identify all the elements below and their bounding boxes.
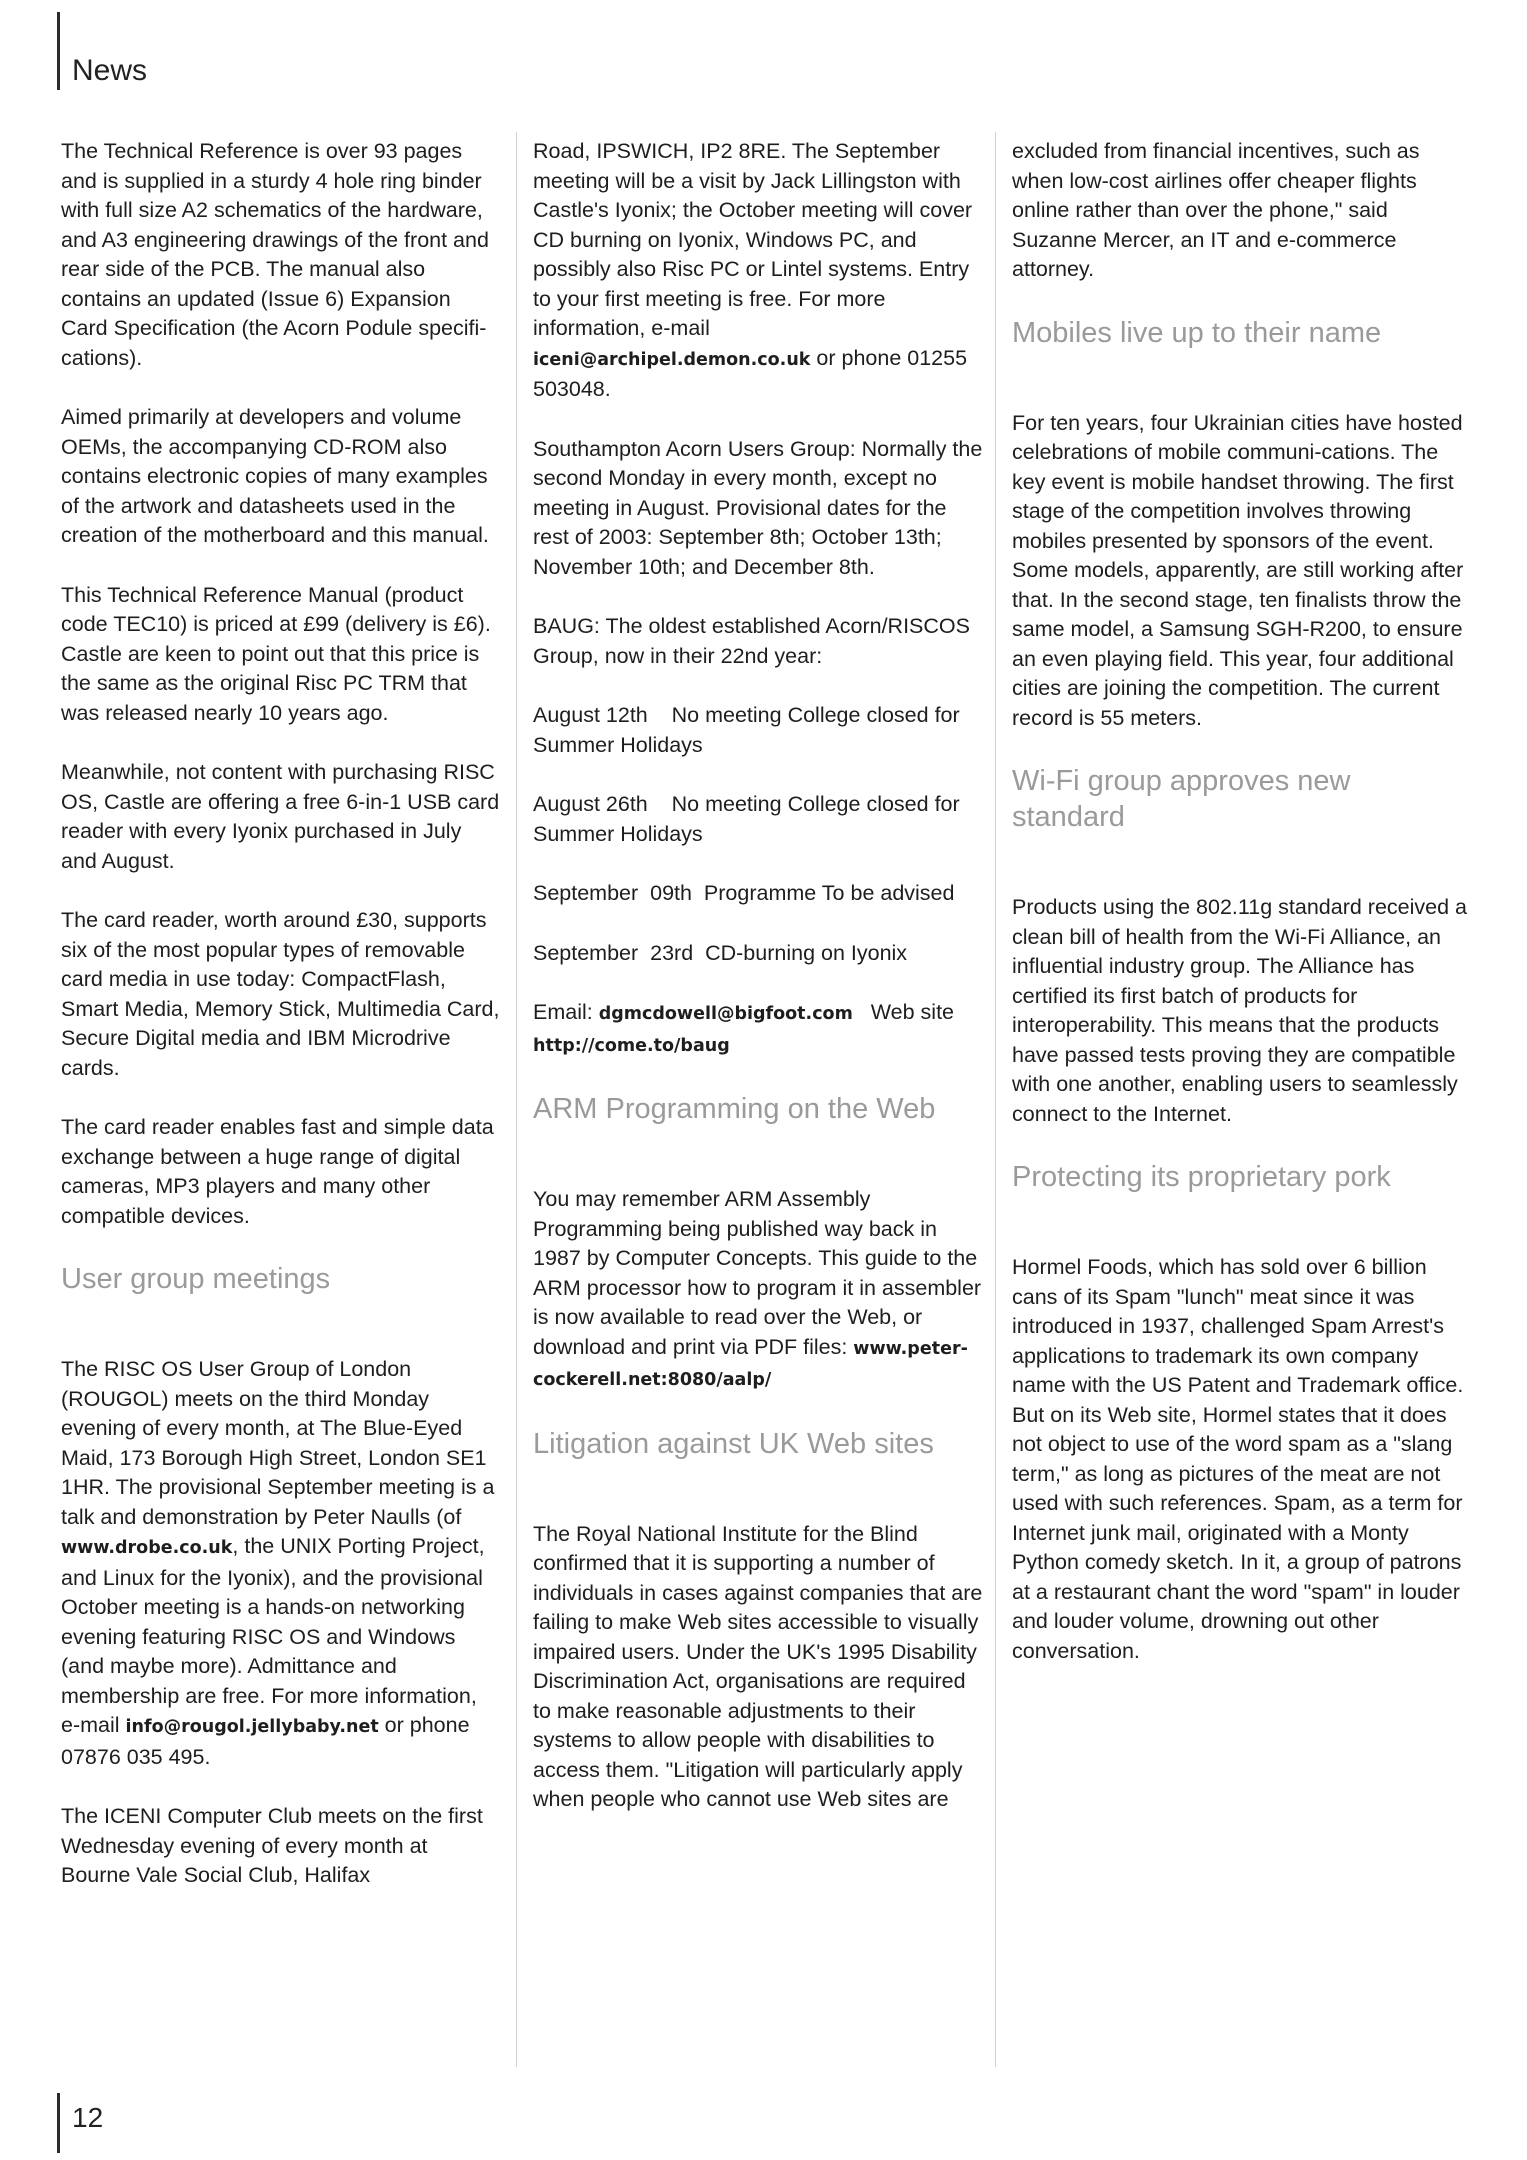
heading-spam: Protecting its proprietary pork xyxy=(1012,1161,1391,1193)
paragraph: The card reader, worth around £30, supports six of the most popular types of removable card media in use today: CompactFlash, Smart Media, Memory Stick, Multimedia Card, Secure Digital media and IBM Microdrive cards. xyxy=(61,908,500,1080)
email-rougol[interactable]: info@rougol.jellybaby.net xyxy=(125,1717,379,1737)
paragraph: Hormel Foods, which has sold over 6 billion cans of its Spam "lunch" meat since it was introduced in 1937, challenged Spam Arrest's applications to trademark its own company name with the US Patent and Trademark office. But on its Web site, Hormel states that it does not object to use of the word spam as a "slang term," as long as pictures of the meat are not used with such references. Spam, as a term for Internet junk mail, originated with a Monty Python comedy sketch. In it, a group of patrons at a restaurant chant the word "spam" in louder and louder volume, drowning out other conversation. xyxy=(1012,1255,1464,1663)
column-divider xyxy=(516,132,517,2067)
paragraph: The ICENI Computer Club meets on the first Wednesday evening of every month at Bourne Vale Social Club, Halifax xyxy=(61,1804,483,1887)
column-2 xyxy=(533,137,983,1845)
paragraph: The card reader enables fast and simple data exchange between a huge range of digital cameras, MP3 players and many other compatible devices. xyxy=(61,1115,494,1228)
column-divider xyxy=(995,132,996,2067)
text: Road, IPSWICH, IP2 8RE. The September meeting will be a visit by Jack Lillingston with Castle's Iyonix; the October meeting will cover CD burning on Iyonix, Windows PC, and possibly also Risc PC or Lintel systems. Entry to your first meeting is free. For more information, e-mail xyxy=(533,139,973,340)
text: or phone 01255 503048. xyxy=(533,345,968,401)
heading-litigation: Litigation against UK Web sites xyxy=(533,1427,934,1460)
email-iceni[interactable]: iceni@archipel.demon.co.uk xyxy=(533,349,811,370)
folio-rule xyxy=(57,2093,60,2153)
column-1 xyxy=(61,137,501,1921)
text: Email: xyxy=(533,1000,599,1024)
heading-user-group-meetings: User group meetings xyxy=(61,1263,331,1295)
heading-mobiles: Mobiles live up to their name xyxy=(1012,316,1382,349)
email-baug[interactable]: dgmcdowell@bigfoot.com xyxy=(598,1004,853,1024)
text: The RISC OS User Group of London (ROUGOL) meets on the third Monday evening of every month, at The Blue-Eyed Maid, 173 Borough High Street, London SE1 1HR. The provisional September meeting is a talk and demonstration by Peter Naulls (of xyxy=(61,1357,495,1529)
meeting-item: August 12th No meeting College closed for Summer Holidays xyxy=(533,703,966,757)
paragraph: BAUG: The oldest established Acorn/RISCOS Group, now in their 22nd year: xyxy=(533,614,970,668)
meeting-item: September 23rd CD-burning on Iyonix xyxy=(533,940,908,965)
heading-wifi: Wi-Fi group approves new standard xyxy=(1012,765,1351,833)
link-aalp[interactable]: www.peter-cockerell.net:8080/aalp/ xyxy=(533,1338,968,1390)
paragraph: Meanwhile, not content with purchasing RISC OS, Castle are offering a free 6-in-1 USB card reader with every Iyonix purchased in July and August. xyxy=(61,760,500,873)
text: You may remember ARM Assembly Programming being published way back in 1987 by Computer Concepts. This guide to the ARM processor how to program it in assembler is now available to read over the Web, or download and print via PDF files: xyxy=(533,1187,982,1359)
paragraph: excluded from financial incentives, such as when low-cost airlines offer cheaper flights online rather than over the phone," said Suzanne Mercer, an IT and e-commerce attorney. xyxy=(1012,139,1420,281)
section-label: News xyxy=(72,54,148,87)
column-3 xyxy=(1012,137,1467,1696)
page-number: 12 xyxy=(72,2102,104,2133)
paragraph-arm xyxy=(533,1185,983,1396)
section-rule xyxy=(57,12,60,90)
text: , the UNIX Porting Project, and Linux for the Iyonix), and the provisional October meeting is a hands-on networking evening featuring RISC OS and Windows (and maybe more). Admittance and membership are free. For more information, e-mail xyxy=(61,1534,485,1737)
paragraph-contact xyxy=(533,998,983,1061)
paragraph: Products using the 802.11g standard received a clean bill of health from the Wi-Fi Alliance, an influential industry group. The Alliance has certified its first batch of products for interoperability. This means that the products have passed tests proving they are compatible with one another, enabling users to seamlessly connect to the Internet. xyxy=(1012,895,1467,1126)
meeting-item: September 09th Programme To be advised xyxy=(533,881,955,905)
heading-arm-programming: ARM Programming on the Web xyxy=(533,1093,936,1125)
paragraph: The Technical Reference is over 93 pages and is supplied in a sturdy 4 hole ring binder with full size A2 schematics of the hardware, and A3 engineering drawings of the front and rear side of the PCB. The manual also contains an updated (Issue 6) Expansion Card Specification (the Acorn Podule specifi-cations). xyxy=(61,139,489,370)
paragraph: Southampton Acorn Users Group: Normally the second Monday in every month, except no meeting in August. Provisional dates for the rest of 2003: September 8th; October 13th; November 10th; and December 8th. xyxy=(533,436,983,579)
meeting-item: August 26th No meeting College closed for Summer Holidays xyxy=(533,792,966,846)
paragraph-iceni xyxy=(533,137,983,405)
paragraph: Aimed primarily at developers and volume OEMs, the accompanying CD-ROM also contains electronic copies of many examples of the artwork and datasheets used in the creation of the motherboard and this manual. xyxy=(61,405,489,547)
text: or phone 07876 035 495. xyxy=(61,1713,470,1769)
text: Web site xyxy=(852,1000,960,1024)
link-baug[interactable]: http://come.to/baug xyxy=(533,1035,730,1056)
paragraph: This Technical Reference Manual (product code TEC10) is priced at £99 (delivery is £6). Castle are keen to point out that this price is the same as the original Risc PC TRM that was released nearly 10 years ago. xyxy=(61,582,491,725)
link-drobe[interactable]: www.drobe.co.uk xyxy=(61,1538,233,1558)
paragraph: The Royal National Institute for the Blind confirmed that it is supporting a number of individuals in cases against companies that are failing to make Web sites accessible to visually impaired users. Under the UK's 1995 Disability Discrimination Act, organisations are required to make reasonable adjustments to their systems to allow people with disabilities to access them. "Litigation will particularly apply when people who cannot use Web sites are xyxy=(533,1521,983,1811)
paragraph: For ten years, four Ukrainian cities have hosted celebrations of mobile communi-cations. The key event is mobile handset throwing. The first stage of the competition involves throwing mobiles presented by sponsors of the event. Some models, apparently, are still working after that. In the second stage, ten finalists throw the same model, a Samsung SGH-R200, to ensure an even playing field. This year, four additional cities are joining the competition. The current record is 55 meters. xyxy=(1012,410,1464,730)
paragraph-rougol xyxy=(61,1355,501,1772)
